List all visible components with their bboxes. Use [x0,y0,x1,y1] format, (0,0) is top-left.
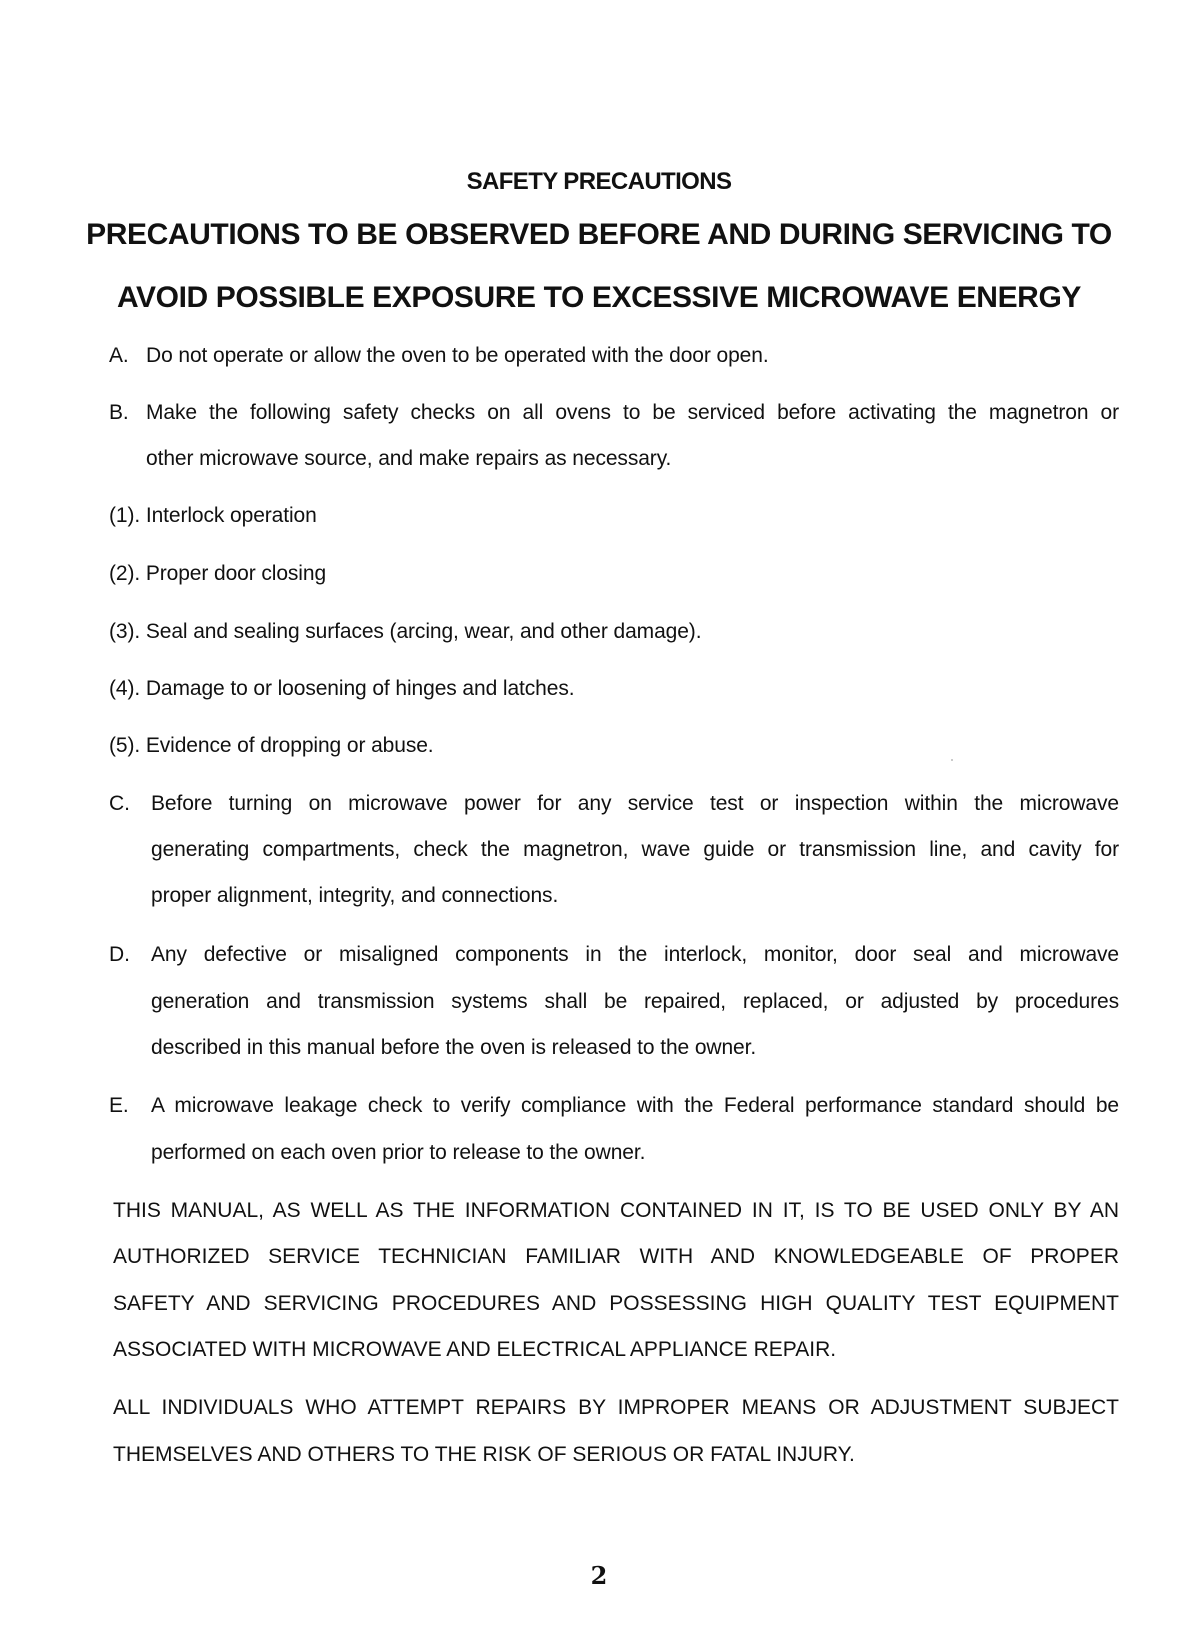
item-a-label: A. [109,344,129,367]
check-item-1: (1). Interlock operation [109,504,317,527]
main-heading-line-1: PRECAUTIONS TO BE OBSERVED BEFORE AND DURING SERVICING TO [86,218,1112,251]
item-d-line-1: Any defective or misaligned components in the interlock, monitor, door seal and microwave [151,943,1119,966]
check-item-5: (5). Evidence of dropping or abuse. [109,734,434,757]
notice-1-line-3: SAFETY AND SERVICING PROCEDURES AND POSSESSING HIGH QUALITY TEST EQUIPMENT [113,1292,1119,1315]
item-b-line-2: other microwave source, and make repairs as necessary. [146,447,672,470]
item-c-line-2: generating compartments, check the magnetron, wave guide or transmission line, and cavity for [151,838,1119,861]
item-d-line-2: generation and transmission systems shall be repaired, replaced, or adjusted by procedures [151,990,1119,1013]
item-b-line-1: Make the following safety checks on all ovens to be serviced before activating the magnetron or [146,401,1119,424]
item-d-label: D. [109,943,130,966]
check-item-4: (4). Damage to or loosening of hinges and latches. [109,677,575,700]
item-c-line-3: proper alignment, integrity, and connections. [151,884,559,907]
notice-1-line-1: THIS MANUAL, AS WELL AS THE INFORMATION CONTAINED IN IT, IS TO BE USED ONLY BY AN [113,1199,1119,1222]
section-title: SAFETY PRECAUTIONS [466,168,732,195]
item-b-label: B. [109,401,129,424]
notice-1-line-2: AUTHORIZED SERVICE TECHNICIAN FAMILIAR WITH AND KNOWLEDGEABLE OF PROPER [113,1245,1119,1268]
item-e-line-1: A microwave leakage check to verify compliance with the Federal performance standard should be [151,1094,1119,1117]
item-e-label: E. [109,1094,129,1117]
item-c-label: C. [109,792,130,815]
notice-2-line-2: THEMSELVES AND OTHERS TO THE RISK OF SERIOUS OR FATAL INJURY. [113,1443,855,1466]
page-number: 2 [590,1561,608,1590]
notice-1-line-4: ASSOCIATED WITH MICROWAVE AND ELECTRICAL APPLIANCE REPAIR. [113,1338,837,1361]
item-c-line-1: Before turning on microwave power for any service test or inspection within the microwave [151,792,1119,815]
item-d-line-3: described in this manual before the oven is released to the owner. [151,1036,757,1059]
item-e-line-2: performed on each oven prior to release to the owner. [151,1141,646,1164]
scan-speck [951,759,953,761]
main-heading-line-2: AVOID POSSIBLE EXPOSURE TO EXCESSIVE MICROWAVE ENERGY [117,281,1081,314]
check-item-2: (2). Proper door closing [109,562,327,585]
notice-2-line-1: ALL INDIVIDUALS WHO ATTEMPT REPAIRS BY IMPROPER MEANS OR ADJUSTMENT SUBJECT [113,1396,1119,1419]
item-a-text: Do not operate or allow the oven to be operated with the door open. [146,344,769,367]
check-item-3: (3). Seal and sealing surfaces (arcing, wear, and other damage). [109,620,702,643]
